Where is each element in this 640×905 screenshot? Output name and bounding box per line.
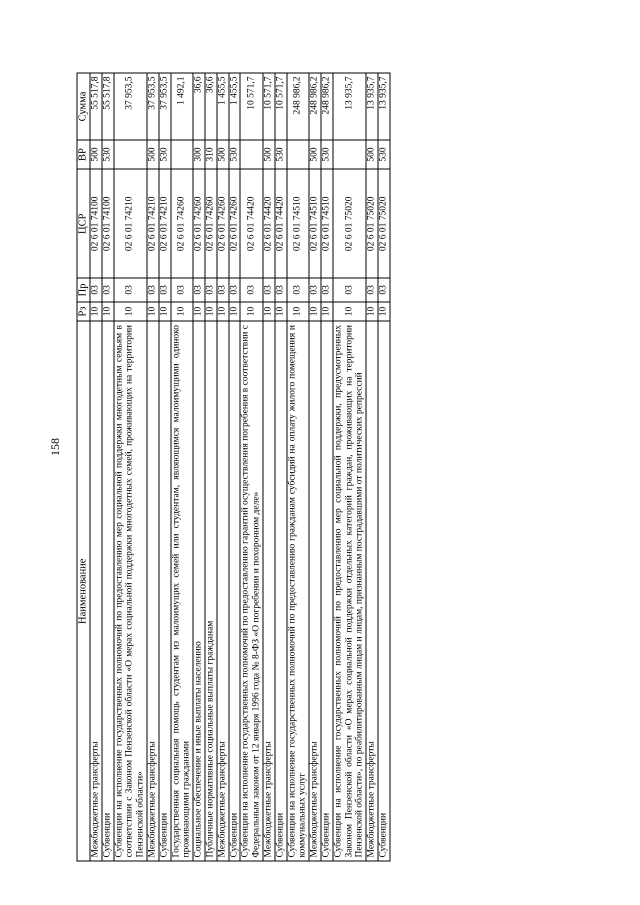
cell-name: Межбюджетные трансферты: [147, 321, 159, 861]
cell-vr: 530: [229, 140, 241, 169]
cell-rz: 10: [147, 302, 159, 322]
cell-vr: 310: [205, 140, 217, 169]
cell-csr: 02 6 01 74100: [102, 169, 114, 278]
cell-pr: 03: [205, 278, 217, 301]
cell-pr: 03: [378, 278, 390, 301]
table-row: [217, 73, 229, 861]
cell-sum: 10 571,7: [275, 73, 287, 140]
cell-name: Социальное обеспечение и иные выплаты населению: [193, 321, 205, 861]
cell-name: Межбюджетные трансферты: [263, 321, 275, 861]
cell-sum: 248 986,2: [321, 73, 333, 140]
cell-sum: 36,6: [205, 73, 217, 140]
cell-rz: 10: [333, 302, 366, 322]
cell-vr: 530: [102, 140, 114, 169]
cell-rz: 10: [90, 302, 102, 322]
cell-rz: 10: [193, 302, 205, 322]
cell-csr: 02 6 01 74210: [147, 169, 159, 278]
table-row: [287, 73, 310, 861]
header-vr: ВР: [77, 140, 90, 169]
header-sum: Сумма: [77, 73, 90, 140]
header-name: Наименование: [77, 321, 90, 861]
cell-rz: 10: [229, 302, 241, 322]
cell-name: Субвенции: [102, 321, 114, 861]
cell-pr: 03: [321, 278, 333, 301]
cell-sum: 36,6: [193, 73, 205, 140]
rotated-table-wrapper: [77, 73, 529, 862]
table-row: [229, 73, 241, 861]
cell-pr: 03: [147, 278, 159, 301]
cell-csr: 02 6 01 74100: [90, 169, 102, 278]
cell-name: Межбюджетные трансферты: [217, 321, 229, 861]
table-row: [171, 73, 194, 861]
cell-name: Субвенции: [275, 321, 287, 861]
cell-name: Субвенции: [321, 321, 333, 861]
cell-csr: 02 6 01 74510: [321, 169, 333, 278]
table-row: [275, 73, 287, 861]
table-row: [147, 73, 159, 861]
cell-vr: 500: [366, 140, 378, 169]
cell-rz: 10: [309, 302, 321, 322]
cell-csr: 02 6 01 74210: [159, 169, 171, 278]
cell-sum: 13 935,7: [366, 73, 378, 140]
cell-pr: 03: [263, 278, 275, 301]
cell-csr: 02 6 01 74260: [205, 169, 217, 278]
cell-rz: 10: [102, 302, 114, 322]
cell-sum: 248 986,2: [309, 73, 321, 140]
cell-name: Субвенции: [378, 321, 390, 861]
table-row: [102, 73, 114, 861]
cell-csr: 02 6 01 75020: [366, 169, 378, 278]
cell-sum: 1 492,1: [171, 73, 194, 140]
cell-pr: 03: [309, 278, 321, 301]
cell-rz: 10: [366, 302, 378, 322]
cell-vr: [114, 140, 147, 169]
cell-sum: 37 953,5: [147, 73, 159, 140]
table-row: [321, 73, 333, 861]
cell-pr: 03: [217, 278, 229, 301]
table-row: [378, 73, 390, 861]
cell-csr: 02 6 01 74260: [171, 169, 194, 278]
cell-pr: 03: [193, 278, 205, 301]
page-number: 158: [48, 438, 62, 456]
cell-sum: 55 517,8: [90, 73, 102, 140]
cell-rz: 10: [114, 302, 147, 322]
cell-vr: 500: [263, 140, 275, 169]
header-csr: ЦСР: [77, 169, 90, 278]
cell-name: Межбюджетные трансферты: [366, 321, 378, 861]
cell-name: Межбюджетные трансферты: [90, 321, 102, 861]
cell-pr: 03: [229, 278, 241, 301]
header-rz: Рз: [77, 302, 90, 322]
cell-pr: 03: [90, 278, 102, 301]
cell-rz: 10: [240, 302, 263, 322]
cell-name: Субвенции на исполнение государственных полномочий по предоставлению гарантий осуществления погребения в соответствии с Федеральным законом от 12 января 1996 года № 8-ФЗ «О погребении и похоронном деле»: [240, 321, 263, 861]
cell-pr: 03: [333, 278, 366, 301]
cell-csr: 02 6 01 74420: [240, 169, 263, 278]
cell-csr: 02 6 01 74510: [287, 169, 310, 278]
cell-rz: 10: [205, 302, 217, 322]
table-row: [159, 73, 171, 861]
cell-sum: 55 517,8: [102, 73, 114, 140]
cell-pr: 03: [171, 278, 194, 301]
cell-rz: 10: [171, 302, 194, 322]
cell-name: Субвенции: [229, 321, 241, 861]
table-row: [114, 73, 147, 861]
cell-vr: [240, 140, 263, 169]
cell-vr: 530: [159, 140, 171, 169]
cell-name: Межбюджетные трансферты: [309, 321, 321, 861]
cell-csr: 02 6 01 74420: [275, 169, 287, 278]
cell-sum: 1 455,5: [217, 73, 229, 140]
cell-pr: 03: [240, 278, 263, 301]
table-row: [205, 73, 217, 861]
cell-sum: 10 571,7: [263, 73, 275, 140]
cell-name: Субвенции на исполнение государственных полномочий по предоставлению гражданам субсидий на оплату жилого помещения и коммунальных услуг: [287, 321, 310, 861]
cell-csr: 02 6 01 75020: [333, 169, 366, 278]
cell-rz: 10: [275, 302, 287, 322]
cell-rz: 10: [287, 302, 310, 322]
cell-vr: 300: [193, 140, 205, 169]
header-pr: Пр: [77, 278, 90, 301]
cell-vr: [171, 140, 194, 169]
header-row: [77, 73, 90, 861]
cell-csr: 02 6 01 74260: [217, 169, 229, 278]
cell-vr: 500: [90, 140, 102, 169]
cell-sum: 37 953,5: [114, 73, 147, 140]
table-body: [90, 73, 390, 861]
table-row: [309, 73, 321, 861]
cell-csr: 02 6 01 75020: [378, 169, 390, 278]
table-row: [333, 73, 366, 861]
cell-vr: 500: [147, 140, 159, 169]
cell-pr: 03: [287, 278, 310, 301]
table-row: [263, 73, 275, 861]
cell-pr: 03: [102, 278, 114, 301]
cell-csr: 02 6 01 74210: [114, 169, 147, 278]
cell-rz: 10: [263, 302, 275, 322]
cell-vr: [333, 140, 366, 169]
cell-vr: [287, 140, 310, 169]
cell-pr: 03: [275, 278, 287, 301]
cell-pr: 03: [114, 278, 147, 301]
cell-name: Публичные нормативные социальные выплаты гражданам: [205, 321, 217, 861]
cell-csr: 02 6 01 74260: [193, 169, 205, 278]
cell-name: Субвенции на исполнение государственных полномочий по предоставлению мер социальной поддержки, предусмотренных Законом Пензенской области «О мерах социальной поддержки отдельных категорий граждан, проживающих на территории Пензенской области», по реабилитированным лицам и лицам, признанным пострадавшими от политических репрессий: [333, 321, 366, 861]
cell-csr: 02 6 01 74260: [229, 169, 241, 278]
cell-vr: 530: [378, 140, 390, 169]
cell-vr: 500: [217, 140, 229, 169]
cell-rz: 10: [321, 302, 333, 322]
table-row: [366, 73, 378, 861]
budget-table: [77, 73, 391, 862]
cell-name: Государственная социальная помощь студентам из малоимущих семей или студентам, являющимся малоимущими одиноко проживающими гражданами: [171, 321, 194, 861]
cell-rz: 10: [159, 302, 171, 322]
cell-sum: 10 571,7: [240, 73, 263, 140]
table-row: [193, 73, 205, 861]
table-row: [240, 73, 263, 861]
cell-sum: 37 953,5: [159, 73, 171, 140]
cell-vr: 530: [275, 140, 287, 169]
cell-sum: 1 455,5: [229, 73, 241, 140]
cell-vr: 530: [321, 140, 333, 169]
cell-vr: 500: [309, 140, 321, 169]
cell-pr: 03: [366, 278, 378, 301]
cell-sum: 13 935,7: [333, 73, 366, 140]
cell-rz: 10: [217, 302, 229, 322]
cell-sum: 13 935,7: [378, 73, 390, 140]
cell-sum: 248 986,2: [287, 73, 310, 140]
table-row: [90, 73, 102, 861]
cell-pr: 03: [159, 278, 171, 301]
cell-csr: 02 6 01 74420: [263, 169, 275, 278]
cell-name: Субвенции: [159, 321, 171, 861]
cell-rz: 10: [378, 302, 390, 322]
cell-csr: 02 6 01 74510: [309, 169, 321, 278]
cell-name: Субвенции на исполнение государственных полномочий по предоставлению мер социальной поддержки многодетным семьям в соответствии с Законом Пензенской области «О мерах социальной поддержки многодетных семей, проживающих на территории Пензенской области»: [114, 321, 147, 861]
